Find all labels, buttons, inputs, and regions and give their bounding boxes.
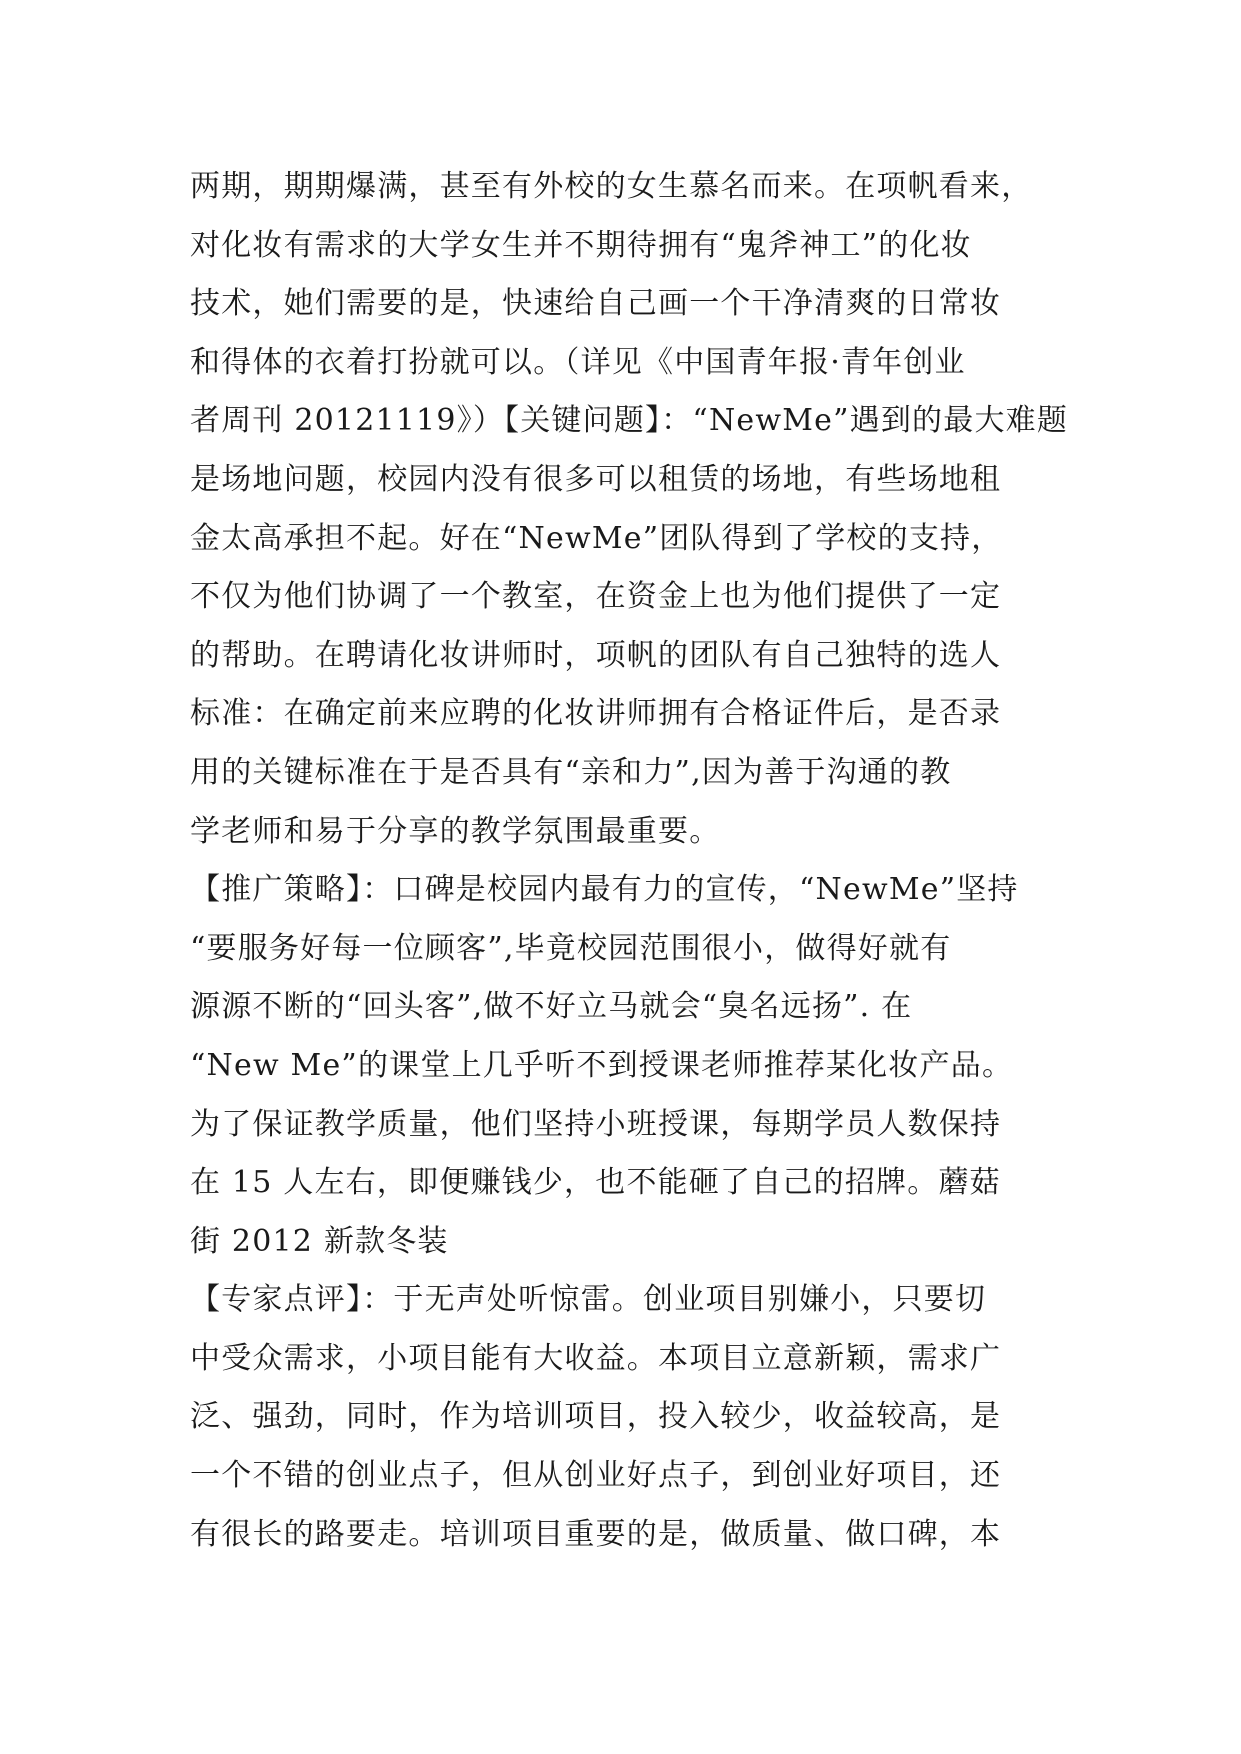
text-line: 标准：在确定前来应聘的化妆讲师拥有合格证件后，是否录 (190, 696, 1002, 732)
text-line: 和得体的衣着打扮就可以。（详见《中国青年报·青年创业 (190, 344, 966, 380)
text-line: 是场地问题，校园内没有很多可以租赁的场地，有些场地租 (190, 461, 1002, 497)
text-line: 对化妆有需求的大学女生并不期待拥有“鬼斧神工”的化妆 (190, 227, 972, 263)
text-line: 者周刊 20121119》）【关键问题】：“NewMe”遇到的最大难题 (190, 403, 1069, 439)
text-line: 一个不错的创业点子，但从创业好点子，到创业好项目，还 (190, 1458, 1002, 1494)
text-line: 街 2012 新款冬装 (190, 1223, 449, 1259)
text-line: 用的关键标准在于是否具有“亲和力”,因为善于沟通的教 (190, 754, 952, 790)
text-line: 有很长的路要走。培训项目重要的是，做质量、做口碑，本 (190, 1516, 1002, 1552)
text-line: 【推广策略】：口碑是校园内最有力的宣传，“NewMe”坚持 (190, 872, 1019, 908)
text-line: 源源不断的“回头客”,做不好立马就会“臭名远扬”. 在 (190, 989, 913, 1025)
text-line: 中受众需求，小项目能有大收益。本项目立意新颖，需求广 (190, 1340, 1002, 1376)
text-line: 为了保证教学质量，他们坚持小班授课，每期学员人数保持 (190, 1106, 1002, 1142)
text-line: 泛、强劲，同时，作为培训项目，投入较少，收益较高，是 (190, 1399, 1002, 1435)
text-line: 【专家点评】：于无声处听惊雷。创业项目别嫌小，只要切 (190, 1282, 987, 1318)
text-line: 学老师和易于分享的教学氛围最重要。 (190, 813, 721, 849)
text-line: 两期，期期爆满，甚至有外校的女生慕名而来。在项帆看来， (190, 169, 1033, 204)
text-line: 不仅为他们协调了一个教室，在资金上也为他们提供了一定 (190, 579, 1002, 615)
text-line: “要服务好每一位顾客”,毕竟校园范围很小，做得好就有 (190, 930, 952, 966)
text-line: 金太高承担不起。好在“NewMe”团队得到了学校的支持， (190, 520, 1003, 556)
text-line: 的帮助。在聘请化妆讲师时，项帆的团队有自己独特的选人 (190, 637, 1002, 673)
body-text (190, 158, 1070, 1564)
text-line: “New Me”的课堂上几乎听不到授课老师推荐某化妆产品。 (190, 1047, 1014, 1083)
text-line: 技术，她们需要的是，快速给自己画一个干净清爽的日常妆 (190, 286, 1002, 322)
text-line: 在 15 人左右，即便赚钱少，也不能砸了自己的招牌。蘑菇 (190, 1165, 1001, 1201)
